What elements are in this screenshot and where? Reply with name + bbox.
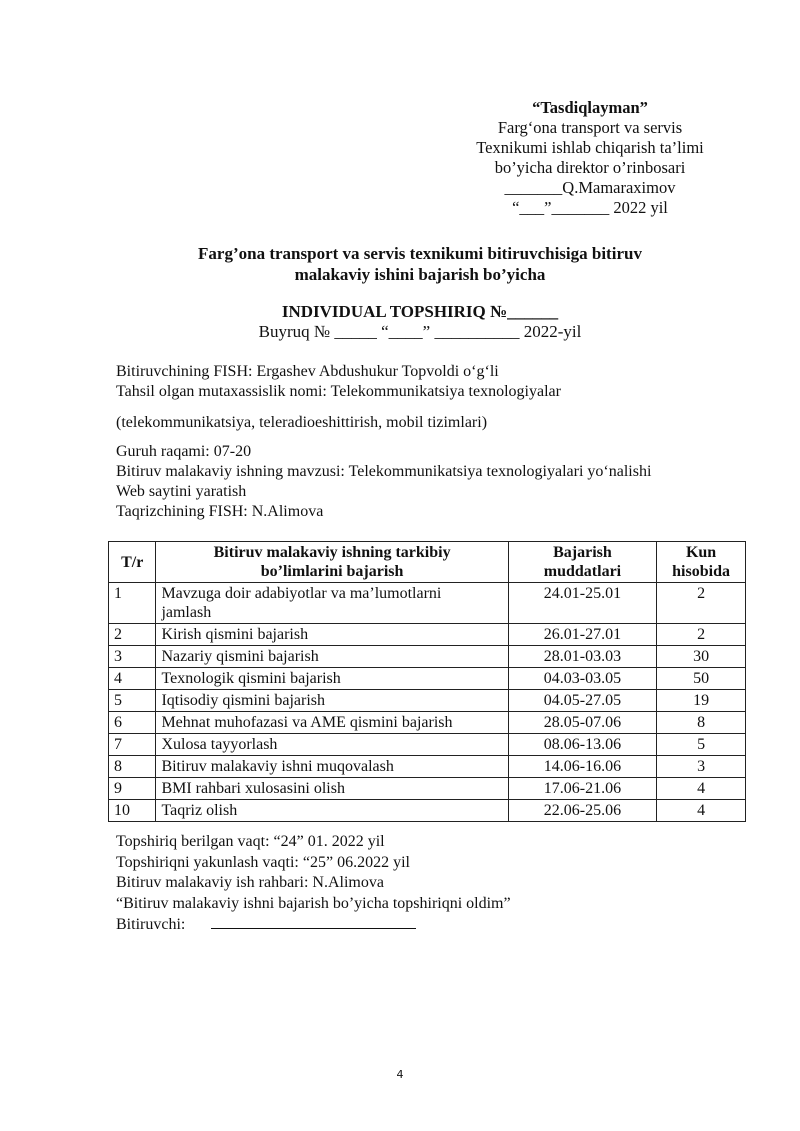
row-num: 4 (109, 668, 156, 690)
row-dates: 17.06-21.06 (508, 778, 656, 800)
row-days: 2 (657, 624, 746, 646)
row-days: 8 (657, 712, 746, 734)
row-days: 2 (657, 583, 746, 624)
signature-row (116, 914, 756, 936)
table-row (109, 734, 746, 756)
row-num: 8 (109, 756, 156, 778)
row-dates: 04.05-27.05 (508, 690, 656, 712)
reviewer-name: Taqrizchining FISH: N.Alimova (116, 503, 324, 520)
row-task: Mehnat muhofazasi va AME qismini bajarish (156, 712, 508, 734)
title-line: malakaviy ishini bajarish bo’yicha (294, 265, 546, 284)
table-row (109, 778, 746, 800)
table-row (109, 756, 746, 778)
info-block-3 (116, 442, 756, 522)
row-num: 3 (109, 646, 156, 668)
approval-heading: “Tasdiqlayman” (532, 98, 648, 117)
header-days: Kun hisobida (657, 542, 746, 583)
approval-block (440, 98, 740, 218)
footer-block (116, 832, 756, 936)
assignment-heading: INDIVIDUAL TOPSHIRIQ №______ (281, 302, 559, 321)
table-row (109, 583, 746, 624)
row-days: 4 (657, 778, 746, 800)
row-task: Nazariy qismini bajarish (156, 646, 508, 668)
row-task: BMI rahbari xulosasini olish (156, 778, 508, 800)
row-num: 5 (109, 690, 156, 712)
assignment-heading-block (100, 302, 740, 342)
signature-label: Bitiruvchi: (116, 916, 186, 933)
row-dates: 14.06-16.06 (508, 756, 656, 778)
task-table (108, 541, 746, 822)
row-dates: 22.06-25.06 (508, 800, 656, 822)
table-row (109, 624, 746, 646)
specialty: Tahsil olgan mutaxassislik nomi: Telekommunikatsiya texnologiyalar (116, 383, 561, 400)
row-task: Texnologik qismini bajarish (156, 668, 508, 690)
table-row (109, 646, 746, 668)
row-task: Iqtisodiy qismini bajarish (156, 690, 508, 712)
row-days: 4 (657, 800, 746, 822)
row-task: Bitiruv malakaviy ishni muqovalash (156, 756, 508, 778)
row-num: 2 (109, 624, 156, 646)
info-block-2 (116, 413, 756, 433)
row-dates: 28.01-03.03 (508, 646, 656, 668)
row-num: 7 (109, 734, 156, 756)
approval-line: Farg‘ona transport va servis (497, 118, 683, 137)
specialty-detail: (telekommunikatsiya, teleradioeshittirish, mobil tizimlari) (116, 414, 488, 431)
row-dates: 04.03-03.05 (508, 668, 656, 690)
row-dates: 24.01-25.01 (508, 583, 656, 624)
header-dates: Bajarish muddatlari (508, 542, 656, 583)
student-name: Bitiruvchining FISH: Ergashev Abdushukur Topvoldi o‘g‘li (116, 363, 499, 380)
header-num: T/r (109, 542, 156, 583)
title-line: Farg’ona transport va servis texnikumi bitiruvchisiga bitiruv (198, 244, 642, 263)
table-row (109, 800, 746, 822)
row-task: Mavzuga doir adabiyotlar va ma’lumotlarni jamlash (156, 583, 508, 624)
approval-signature-line: _______Q.Mamaraximov (504, 178, 676, 197)
row-task: Xulosa tayyorlash (156, 734, 508, 756)
row-num: 6 (109, 712, 156, 734)
row-num: 1 (109, 583, 156, 624)
row-days: 50 (657, 668, 746, 690)
signature-line (211, 914, 416, 929)
row-task: Kirish qismini bajarish (156, 624, 508, 646)
group-number: Guruh raqami: 07-20 (116, 443, 252, 460)
row-dates: 26.01-27.01 (508, 624, 656, 646)
row-dates: 08.06-13.06 (508, 734, 656, 756)
approval-line: bo’yicha direktor o’rinbosari (494, 158, 686, 177)
header-section: Bitiruv malakaviy ishning tarkibiy bo’limlarini bajarish (156, 542, 508, 583)
table-row (109, 668, 746, 690)
supervisor-name: Bitiruv malakaviy ish rahbari: N.Alimova (116, 874, 384, 891)
row-days: 5 (657, 734, 746, 756)
order-line: Buyruq № _____ “____” __________ 2022-yil (258, 322, 582, 341)
document-title (100, 243, 740, 285)
row-dates: 28.05-07.06 (508, 712, 656, 734)
row-task: Taqriz olish (156, 800, 508, 822)
approval-line: Texnikumi ishlab chiqarish ta’limi (476, 138, 704, 157)
approval-date-line: “___”_______ 2022 yil (512, 198, 668, 217)
table-row (109, 690, 746, 712)
row-days: 19 (657, 690, 746, 712)
topic-line: Bitiruv malakaviy ishning mavzusi: Telekommunikatsiya texnologiyalari yo‘nalishi (116, 463, 652, 480)
row-days: 3 (657, 756, 746, 778)
info-block-1 (116, 362, 756, 402)
received-statement: “Bitiruv malakaviy ishni bajarish bo’yicha topshiriqni oldim” (116, 894, 511, 912)
topic-line: Web saytini yaratish (116, 483, 247, 500)
row-num: 10 (109, 800, 156, 822)
deadline-date: Topshiriqni yakunlash vaqti: “25” 06.2022 yil (116, 853, 410, 871)
row-days: 30 (657, 646, 746, 668)
page-number: 4 (396, 1068, 404, 1081)
table-row (109, 712, 746, 734)
row-num: 9 (109, 778, 156, 800)
table-header-row (109, 542, 746, 583)
given-date: Topshiriq berilgan vaqt: “24” 01. 2022 yil (116, 833, 385, 850)
